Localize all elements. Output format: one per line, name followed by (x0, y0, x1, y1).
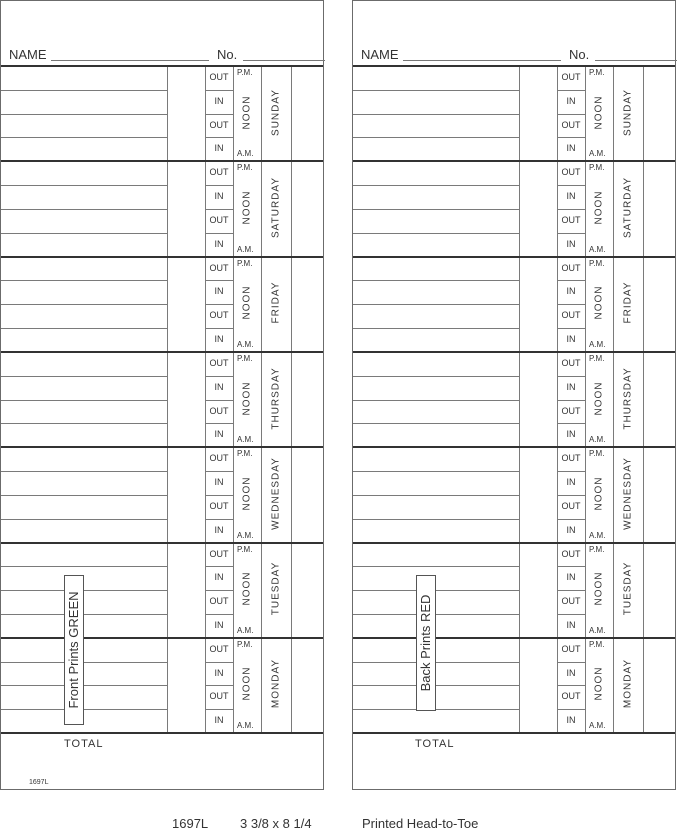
punch-line (557, 614, 585, 615)
punch-label: IN (566, 334, 576, 345)
footer-model: 1697L (172, 816, 209, 831)
noon-label: NOON (241, 381, 253, 416)
entry-line (353, 280, 519, 281)
am-label: A.M. (589, 530, 606, 540)
entry-line (353, 376, 519, 377)
entry-line (1, 423, 167, 424)
entry-line (1, 662, 167, 663)
entry-line (353, 209, 519, 210)
entry-line (1, 685, 167, 686)
punch-line (205, 114, 233, 115)
entry-line (1, 328, 167, 329)
entry-line (1, 114, 167, 115)
punch-line (557, 185, 585, 186)
punch-label: OUT (561, 643, 581, 654)
noon-label: NOON (593, 666, 605, 701)
number-field[interactable] (595, 60, 677, 61)
punch-line (557, 471, 585, 472)
name-row (9, 47, 319, 63)
entry-line (1, 185, 167, 186)
punch-line (205, 209, 233, 210)
punch-label: IN (566, 619, 576, 630)
entry-line (1, 519, 167, 520)
column-divider (585, 66, 586, 733)
pm-label: P.M. (237, 544, 253, 554)
pm-label: P.M. (237, 353, 253, 363)
day-divider (1, 65, 323, 67)
punch-label: IN (214, 524, 224, 535)
punch-label: IN (566, 143, 576, 154)
entry-line (353, 137, 519, 138)
punch-line (205, 423, 233, 424)
punch-label: IN (214, 667, 224, 678)
noon-label: NOON (241, 190, 253, 225)
entry-line (1, 233, 167, 234)
am-label: A.M. (237, 149, 254, 159)
noon-label: NOON (241, 95, 253, 130)
punch-label: IN (566, 524, 576, 535)
print-color-label: Front Prints GREEN (64, 575, 84, 725)
number-label: No. (569, 47, 590, 62)
am-label: A.M. (237, 530, 254, 540)
pm-label: P.M. (237, 163, 253, 173)
pm-label: P.M. (237, 258, 253, 268)
day-label: MONDAY (622, 659, 634, 709)
punch-line (557, 328, 585, 329)
name-field[interactable] (403, 60, 561, 61)
entry-line (353, 614, 519, 615)
punch-line (557, 709, 585, 710)
punch-label: IN (566, 191, 576, 202)
column-divider (643, 66, 644, 733)
column-divider (233, 66, 234, 733)
punch-label: IN (566, 286, 576, 297)
entry-line (353, 590, 519, 591)
pm-label: P.M. (237, 639, 253, 649)
entry-line (1, 566, 167, 567)
punch-label: OUT (561, 167, 581, 178)
punch-line (205, 495, 233, 496)
day-divider (1, 637, 323, 639)
entry-line (353, 400, 519, 401)
punch-label: OUT (561, 357, 581, 368)
pm-label: P.M. (589, 258, 605, 268)
day-label: SUNDAY (270, 88, 282, 136)
punch-line (205, 614, 233, 615)
punch-line (557, 423, 585, 424)
punch-label: OUT (209, 310, 229, 321)
am-label: A.M. (589, 244, 606, 254)
column-divider (261, 66, 262, 733)
day-label: FRIDAY (622, 281, 634, 324)
day-label: MONDAY (270, 659, 282, 709)
column-divider (519, 66, 520, 733)
am-label: A.M. (237, 339, 254, 349)
entry-line (353, 423, 519, 424)
punch-line (205, 280, 233, 281)
pm-label: P.M. (237, 449, 253, 459)
punch-label: OUT (209, 405, 229, 416)
punch-line (205, 185, 233, 186)
am-label: A.M. (589, 339, 606, 349)
punch-line (205, 376, 233, 377)
number-field[interactable] (243, 60, 325, 61)
pm-label: P.M. (589, 163, 605, 173)
footer-size: 3 3/8 x 8 1/4 (240, 816, 312, 831)
day-divider (1, 446, 323, 448)
punch-line (205, 90, 233, 91)
punch-label: IN (214, 619, 224, 630)
punch-label: OUT (209, 214, 229, 225)
time-grid (353, 66, 675, 734)
noon-label: NOON (593, 285, 605, 320)
punch-label: IN (214, 143, 224, 154)
day-divider (1, 542, 323, 544)
punch-label: IN (214, 95, 224, 106)
name-field[interactable] (51, 60, 209, 61)
punch-line (205, 566, 233, 567)
entry-line (1, 471, 167, 472)
entry-line (353, 685, 519, 686)
punch-label: IN (214, 191, 224, 202)
punch-label: OUT (561, 214, 581, 225)
day-label: WEDNESDAY (622, 456, 634, 530)
punch-line (557, 662, 585, 663)
day-label: SATURDAY (270, 176, 282, 238)
day-divider (1, 732, 323, 734)
entry-line (353, 662, 519, 663)
day-divider (353, 160, 675, 162)
punch-line (205, 328, 233, 329)
punch-label: OUT (209, 643, 229, 654)
punch-label: OUT (209, 72, 229, 82)
punch-line (557, 376, 585, 377)
punch-line (205, 709, 233, 710)
punch-label: IN (214, 429, 224, 440)
punch-line (205, 233, 233, 234)
column-divider (613, 66, 614, 733)
entry-line (353, 328, 519, 329)
pm-label: P.M. (589, 353, 605, 363)
am-label: A.M. (237, 625, 254, 635)
entry-line (353, 471, 519, 472)
entry-line (1, 495, 167, 496)
day-label: SATURDAY (622, 176, 634, 238)
entry-line (1, 376, 167, 377)
punch-line (205, 400, 233, 401)
punch-label: OUT (561, 691, 581, 702)
punch-line (557, 280, 585, 281)
day-label: TUESDAY (270, 561, 282, 616)
punch-label: OUT (561, 262, 581, 273)
pm-label: P.M. (589, 639, 605, 649)
punch-label: OUT (561, 548, 581, 559)
noon-label: NOON (241, 666, 253, 701)
entry-line (1, 90, 167, 91)
punch-label: OUT (561, 500, 581, 511)
punch-label: IN (214, 334, 224, 345)
noon-label: NOON (241, 571, 253, 606)
punch-label: IN (214, 572, 224, 583)
name-label: NAME (9, 47, 47, 62)
punch-line (205, 137, 233, 138)
am-label: A.M. (589, 625, 606, 635)
entry-line (353, 495, 519, 496)
punch-line (557, 685, 585, 686)
day-divider (353, 732, 675, 734)
noon-label: NOON (593, 571, 605, 606)
entry-line (1, 209, 167, 210)
pm-label: P.M. (589, 544, 605, 554)
am-label: A.M. (589, 435, 606, 445)
day-label: FRIDAY (270, 281, 282, 324)
punch-line (205, 662, 233, 663)
time-card-front (0, 0, 324, 790)
punch-label: IN (214, 238, 224, 249)
punch-line (557, 495, 585, 496)
column-divider (167, 66, 168, 733)
entry-line (1, 280, 167, 281)
noon-label: NOON (241, 285, 253, 320)
pm-label: P.M. (589, 449, 605, 459)
noon-label: NOON (593, 476, 605, 511)
entry-line (353, 519, 519, 520)
punch-label: OUT (209, 596, 229, 607)
punch-label: IN (566, 715, 576, 726)
day-label: TUESDAY (622, 561, 634, 616)
punch-label: IN (566, 238, 576, 249)
punch-line (557, 304, 585, 305)
punch-line (557, 114, 585, 115)
noon-label: NOON (593, 190, 605, 225)
punch-line (557, 566, 585, 567)
am-label: A.M. (237, 435, 254, 445)
day-label: THURSDAY (622, 366, 634, 430)
punch-label: IN (214, 715, 224, 726)
day-label: THURSDAY (270, 366, 282, 430)
punch-label: IN (566, 477, 576, 488)
punch-line (557, 137, 585, 138)
print-color-label: Back Prints RED (416, 575, 436, 711)
am-label: A.M. (237, 721, 254, 731)
punch-label: IN (214, 286, 224, 297)
entry-line (353, 566, 519, 567)
day-divider (353, 256, 675, 258)
footer-note: Printed Head-to-Toe (362, 816, 479, 831)
punch-line (557, 233, 585, 234)
entry-line (353, 185, 519, 186)
entry-line (1, 590, 167, 591)
punch-label: OUT (209, 357, 229, 368)
punch-line (205, 471, 233, 472)
noon-label: NOON (593, 95, 605, 130)
day-divider (353, 542, 675, 544)
punch-label: IN (566, 429, 576, 440)
punch-line (557, 400, 585, 401)
am-label: A.M. (237, 244, 254, 254)
day-divider (1, 256, 323, 258)
pm-label: P.M. (589, 68, 605, 77)
punch-label: IN (566, 572, 576, 583)
time-grid (1, 66, 323, 734)
day-divider (353, 65, 675, 67)
punch-label: IN (566, 667, 576, 678)
punch-line (557, 519, 585, 520)
pm-label: P.M. (237, 68, 253, 77)
day-divider (353, 446, 675, 448)
punch-line (557, 590, 585, 591)
punch-label: OUT (209, 453, 229, 464)
am-label: A.M. (589, 149, 606, 159)
day-label: WEDNESDAY (270, 456, 282, 530)
punch-label: OUT (209, 119, 229, 130)
punch-line (205, 519, 233, 520)
entry-line (1, 709, 167, 710)
total-label: TOTAL (415, 738, 455, 750)
entry-line (1, 304, 167, 305)
am-label: A.M. (589, 721, 606, 731)
punch-label: OUT (561, 72, 581, 82)
day-divider (353, 351, 675, 353)
entry-line (353, 114, 519, 115)
punch-label: OUT (561, 405, 581, 416)
punch-line (205, 304, 233, 305)
punch-line (205, 590, 233, 591)
punch-label: IN (214, 477, 224, 488)
punch-label: IN (214, 381, 224, 392)
entry-line (1, 614, 167, 615)
day-divider (1, 160, 323, 162)
day-divider (353, 637, 675, 639)
punch-line (557, 90, 585, 91)
punch-label: OUT (561, 119, 581, 130)
punch-line (205, 685, 233, 686)
day-label: SUNDAY (622, 88, 634, 136)
day-divider (1, 351, 323, 353)
form-code: 1697L (29, 779, 49, 786)
punch-label: OUT (209, 691, 229, 702)
punch-label: IN (566, 95, 576, 106)
name-row (361, 47, 671, 63)
entry-line (353, 304, 519, 305)
punch-label: OUT (561, 310, 581, 321)
punch-label: OUT (209, 548, 229, 559)
punch-label: IN (566, 381, 576, 392)
entry-line (353, 90, 519, 91)
punch-label: OUT (209, 500, 229, 511)
punch-label: OUT (561, 453, 581, 464)
total-label: TOTAL (64, 738, 104, 750)
noon-label: NOON (593, 381, 605, 416)
punch-line (557, 209, 585, 210)
entry-line (353, 233, 519, 234)
column-divider (291, 66, 292, 733)
noon-label: NOON (241, 476, 253, 511)
punch-label: OUT (209, 167, 229, 178)
number-label: No. (217, 47, 238, 62)
name-label: NAME (361, 47, 399, 62)
entry-line (1, 137, 167, 138)
punch-label: OUT (561, 596, 581, 607)
entry-line (353, 709, 519, 710)
time-card-back (352, 0, 676, 790)
punch-label: OUT (209, 262, 229, 273)
entry-line (1, 400, 167, 401)
